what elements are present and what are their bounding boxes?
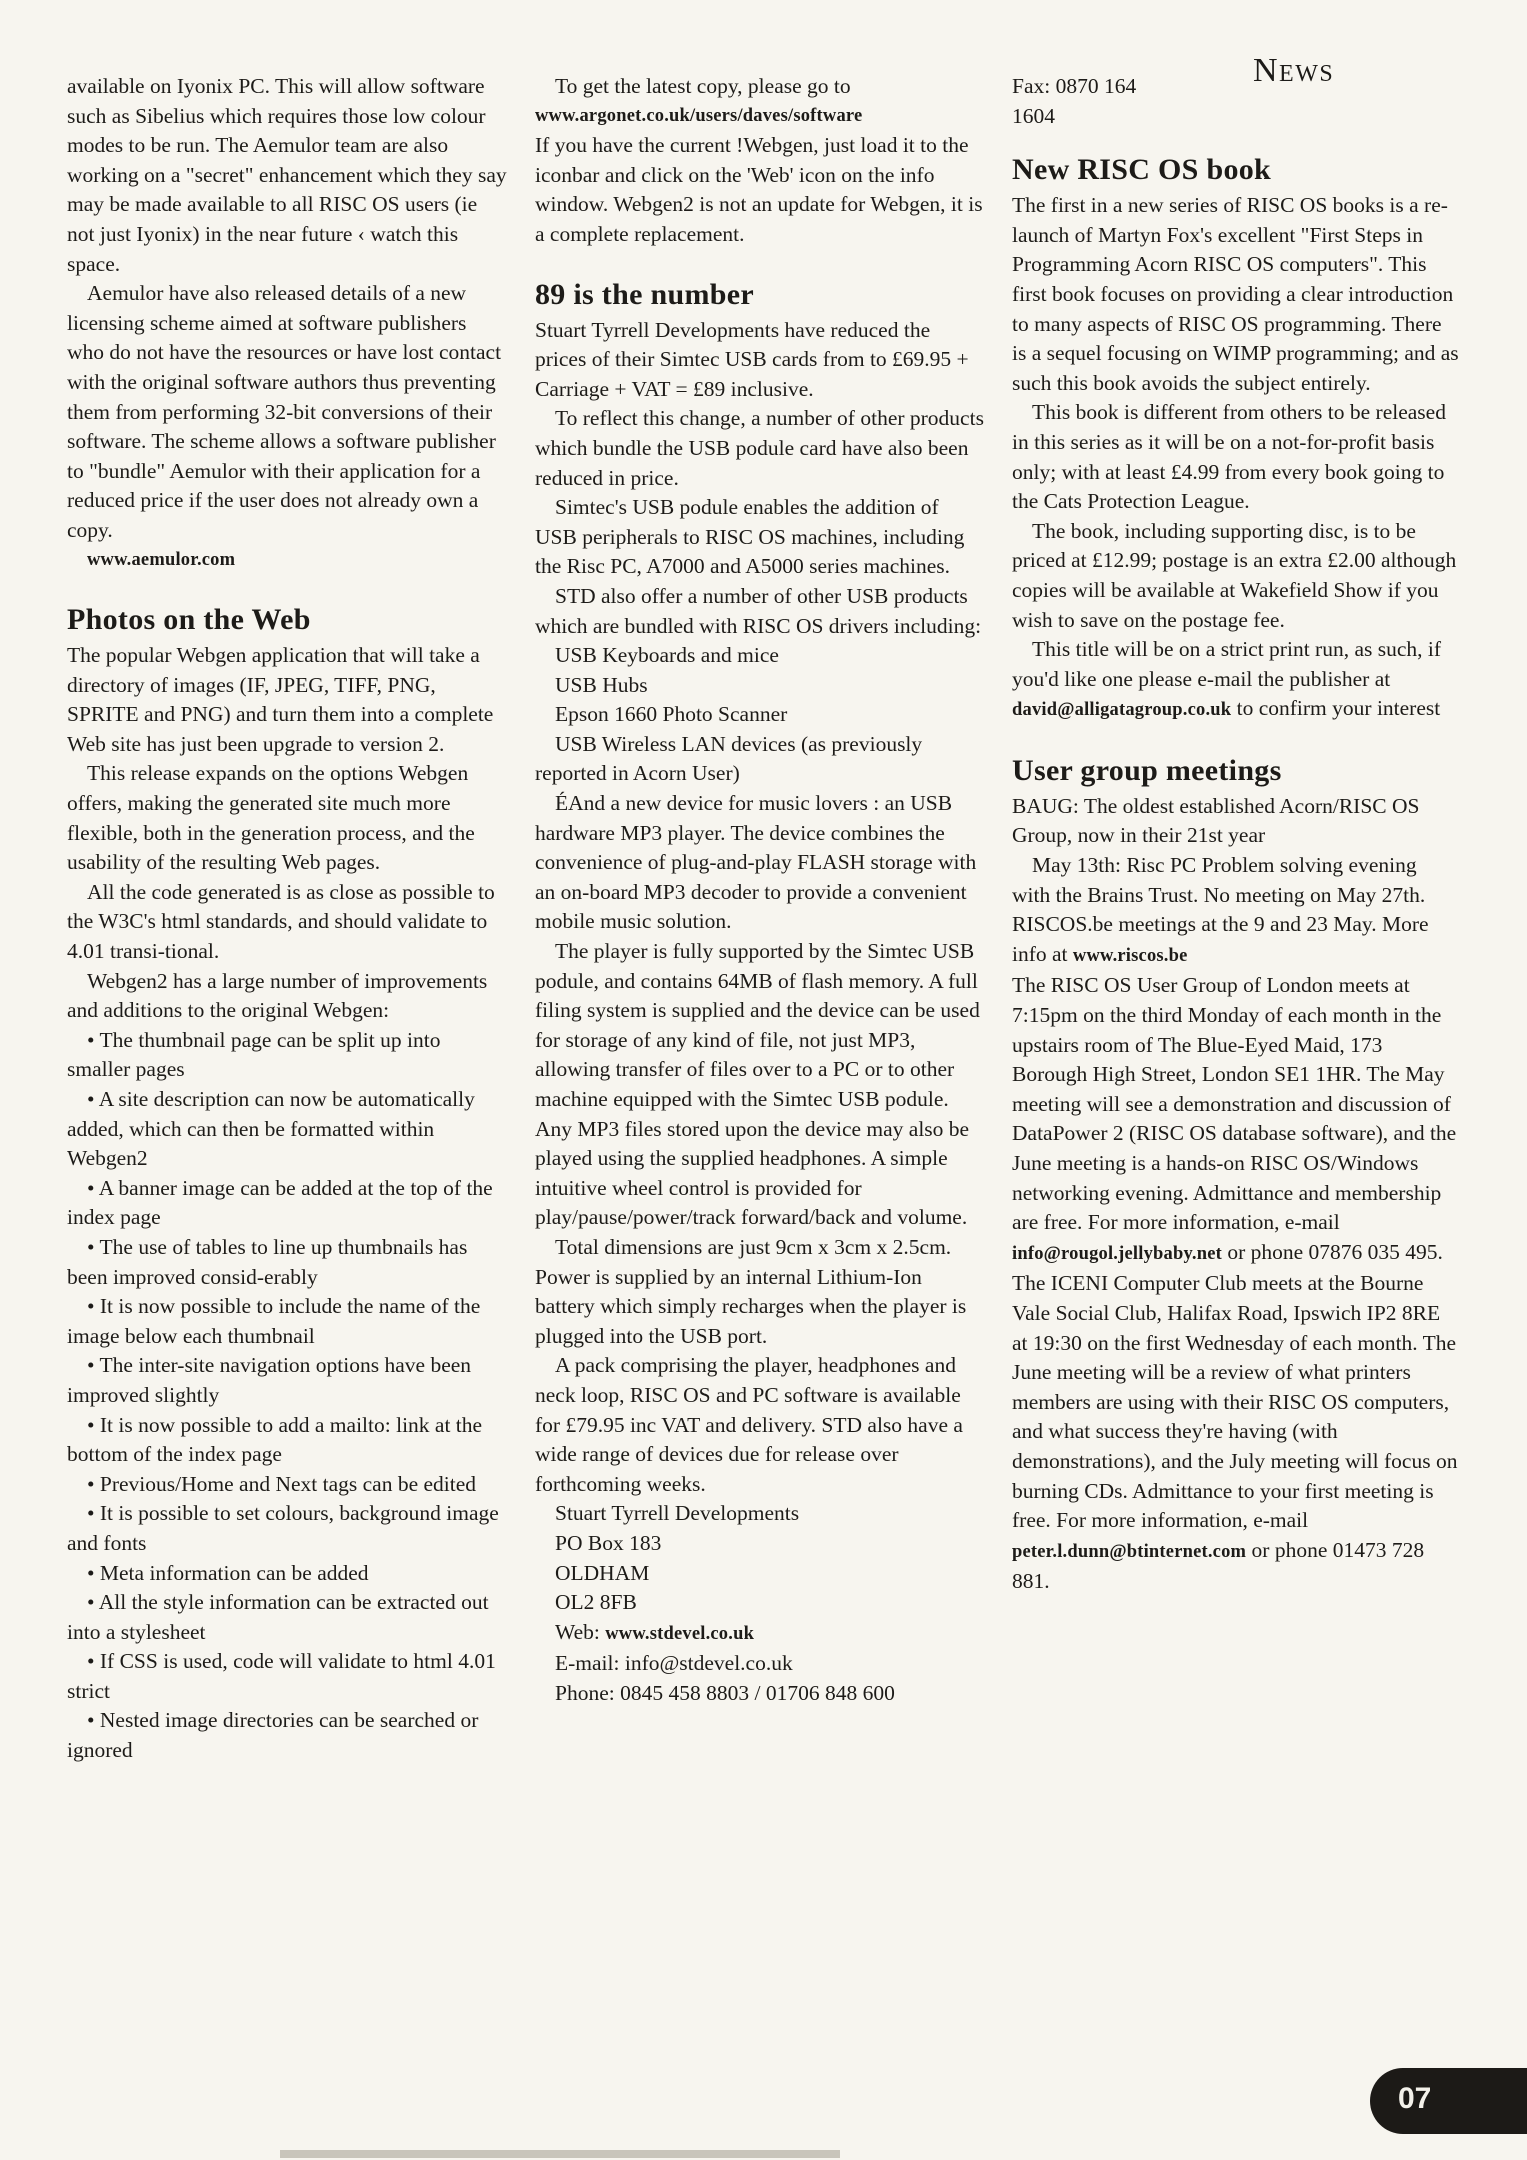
contact-phone: Phone: 0845 458 8803 / 01706 848 600 <box>555 1680 895 1705</box>
web-label: Web: <box>555 1619 606 1644</box>
paragraph-text: or phone 01473 728 881. <box>1012 1537 1425 1594</box>
list-item: • The inter-site navigation options have been improved slightly <box>67 1353 472 1407</box>
paragraph-text: or phone 07876 035 495. <box>1221 1239 1443 1264</box>
list-item: USB Hubs <box>555 672 648 697</box>
paragraph-text: to confirm your interest <box>1231 696 1441 721</box>
paragraph: Stuart Tyrrell Developments have reduced the prices of their Simtec USB cards from to £69.95 + Carriage + VAT = £89 inclusive. <box>535 317 969 401</box>
paragraph-text: This title will be on a strict print run, as such, if you'd like one please e-mail the publisher at <box>1012 637 1442 691</box>
list-item: • If CSS is used, code will validate to html 4.01 strict <box>67 1649 496 1703</box>
list-item: USB Keyboards and mice <box>555 643 779 668</box>
paragraph-text: The ICENI Computer Club meets at the Bourne Vale Social Club, Halifax Road, Ipswich IP2 8RE at 19:30 on the first Wednesday of each month. The June meeting will be a review of what printers members are using with their RISC OS computers, and what success they're having (with demonstrations), and the July meeting will focus on burning CDs. Admittance to your first meeting is free. For more information, e-mail <box>1012 1271 1458 1533</box>
paragraph: The popular Webgen application that will take a directory of images (IF, JPEG, TIFF, PNG, SPRITE and PNG) and turn them into a complete Web site has just been upgrade to version 2. <box>67 643 494 756</box>
link-riscos-be[interactable]: www.riscos.be <box>1072 945 1188 966</box>
paragraph: This book is different from others to be released in this series as it will be on a not-for-profit basis only; with at least £4.99 from every book going to the Cats Protection League. <box>1012 400 1446 514</box>
address-line: OLDHAM <box>555 1560 650 1585</box>
paragraph <box>1012 910 1460 971</box>
page-number: 07 <box>1398 2082 1432 2115</box>
list-item: Epson 1660 Photo Scanner <box>555 702 788 727</box>
paragraph: Webgen2 has a large number of improvements and additions to the original Webgen: <box>67 968 488 1023</box>
paragraph: To reflect this change, a number of other products which bundle the USB podule card have also been reduced in price. <box>535 406 984 490</box>
fax-line: Fax: 0870 164 1604 <box>1012 74 1137 128</box>
link-stdevel[interactable]: www.stdevel.co.uk <box>605 1623 755 1644</box>
link-email-dunn[interactable]: peter.l.dunn@btinternet.com <box>1012 1541 1247 1562</box>
list-item: • Nested image directories can be searched or ignored <box>67 1708 479 1763</box>
address-line: OL2 8FB <box>555 1590 637 1615</box>
footer-bar <box>280 2150 840 2158</box>
link-email-alligata[interactable]: david@alligatagroup.co.uk <box>1012 700 1232 721</box>
paragraph <box>1012 635 1460 726</box>
list-item: • It is now possible to add a mailto: link at the bottom of the index page <box>67 1412 483 1467</box>
list-item: • It is now possible to include the name of the image below each thumbnail <box>67 1294 481 1348</box>
list-item: • Previous/Home and Next tags can be edited <box>87 1471 477 1496</box>
list-item: • The use of tables to line up thumbnails has been improved consid-erably <box>67 1234 468 1289</box>
paragraph: All the code generated is as close as possible to the W3C's html standards, and should validate to 4.01 transi-tional. <box>67 879 495 964</box>
paragraph: The first in a new series of RISC OS books is a re-launch of Martyn Fox's excellent "First Steps in Programming Acorn RISC OS computers". This first book focuses on providing a clear introduction to many aspects of RISC OS programming. There is a sequel focusing on WIMP programming; and as such this book avoids the subject entirely. <box>1012 193 1459 395</box>
column-1 <box>67 72 507 1766</box>
paragraph: May 13th: Risc PC Problem solving evening with the Brains Trust. No meeting on May 27th. <box>1012 853 1426 907</box>
paragraph: The book, including supporting disc, is to be priced at £12.99; postage is an extra £2.00 although copies will be available at Wakefield Show if you wish to save on the postage fee. <box>1012 518 1457 632</box>
link-email-rougol[interactable]: info@rougol.jellybaby.net <box>1012 1243 1222 1264</box>
address-line: Stuart Tyrrell Developments <box>555 1501 800 1526</box>
heading-user-group-meetings: User group meetings <box>1012 753 1282 787</box>
paragraph-text: The RISC OS User Group of London meets at 7:15pm on the third Monday of each month in the upstairs room of The Blue-Eyed Maid, 173 Borough High Street, London SE1 1HR. The May meeting will see a demonstration and discussion of DataPower 2 (RISC OS database software), and the June meeting is a hands-on RISC OS/Windows networking evening. Admittance and membership are free. For more information, e-mail <box>1012 973 1457 1235</box>
link-argonet[interactable]: www.argonet.co.uk/users/daves/software <box>535 105 863 126</box>
list-item: • The thumbnail page can be split up into smaller pages <box>67 1027 441 1082</box>
paragraph: A pack comprising the player, headphones and neck loop, RISC OS and PC software is available for £79.95 inc VAT and delivery. STD also have a wide range of devices due for release over forthcoming weeks. <box>535 1353 963 1496</box>
paragraph <box>1012 971 1460 1269</box>
paragraph: Simtec's USB podule enables the addition of USB peripherals to RISC OS machines, including the Risc PC, A7000 and A5000 series machines. <box>535 495 965 579</box>
paragraph: If you have the current !Webgen, just load it to the iconbar and click on the 'Web' icon on the info window. Webgen2 is not an update for Webgen, it is a complete replacement. <box>535 133 983 246</box>
list-item: • It is possible to set colours, background image and fonts <box>67 1501 499 1555</box>
paragraph: available on Iyonix PC. This will allow software such as Sibelius which requires those low colour modes to be run. The Aemulor team are also working on a "secret" enhancement which they say may be made available to all RISC OS users (ie not just Iyonix) in the near future ‹ watch this space. <box>67 74 507 276</box>
heading-photos-on-the-web: Photos on the Web <box>67 603 311 637</box>
list-item: • All the style information can be extracted out into a stylesheet <box>67 1590 489 1644</box>
heading-new-risc-os-book: New RISC OS book <box>1012 153 1272 187</box>
heading-89-is-the-number: 89 is the number <box>535 277 754 311</box>
paragraph: This release expands on the options Webgen offers, making the generated site much more flexible, both in the generation process, and the usability of the resulting Web pages. <box>67 761 475 875</box>
paragraph: ÉAnd a new device for music lovers : an USB hardware MP3 player. The device combines the convenience of plug-and-play FLASH storage with an on-board MP3 decoder to provide a convenient mobile music solution. <box>535 791 977 934</box>
paragraph-text: RISCOS.be meetings at the 9 and 23 May. More info at <box>1012 912 1429 966</box>
page-number-tab <box>1370 2068 1527 2134</box>
contact-web <box>535 1618 985 1650</box>
link-aemulor[interactable]: www.aemulor.com <box>87 549 236 570</box>
paragraph: STD also offer a number of other USB products which are bundled with RISC OS drivers including: <box>535 583 982 638</box>
list-item: USB Wireless LAN devices (as previously reported in Acorn User) <box>535 731 923 786</box>
paragraph: BAUG: The oldest established Acorn/RISC OS Group, now in their 21st year <box>1012 793 1420 848</box>
paragraph: To get the latest copy, please go to <box>555 74 851 98</box>
paragraph: The player is fully supported by the Simtec USB podule, and contains 64MB of flash memory. A full filing system is supplied and the device can be used for storage of any kind of file, not just MP3, allowing transfer of files over to a PC or to other machine equipped with the Simtec USB podule. Any MP3 files stored upon the device may also be played using the supplied headphones. A simple intuitive wheel control is provided for play/pause/power/track forward/back and volume. <box>535 939 980 1230</box>
section-label: News <box>1253 52 1335 89</box>
contact-email: E-mail: info@stdevel.co.uk <box>555 1651 793 1676</box>
list-item: • Meta information can be added <box>87 1560 369 1585</box>
list-item: • A site description can now be automatically added, which can then be formatted within Webgen2 <box>67 1087 475 1171</box>
paragraph: Total dimensions are just 9cm x 3cm x 2.5cm. Power is supplied by an internal Lithium-Ion battery which simply recharges when the player is plugged into the USB port. <box>535 1234 967 1348</box>
paragraph <box>1012 1269 1460 1597</box>
column-2 <box>535 72 985 1708</box>
column-3 <box>1012 72 1460 1597</box>
address-line: PO Box 183 <box>555 1530 662 1555</box>
paragraph: Aemulor have also released details of a new licensing scheme aimed at software publishers who do not have the resources or have lost contact with the original software authors thus preventing them from performing 32-bit conversions of their software. The scheme allows a software publisher to "bundle" Aemulor with their application for a reduced price if the user does not already own a copy. <box>67 281 502 542</box>
list-item: • A banner image can be added at the top of the index page <box>67 1175 493 1230</box>
